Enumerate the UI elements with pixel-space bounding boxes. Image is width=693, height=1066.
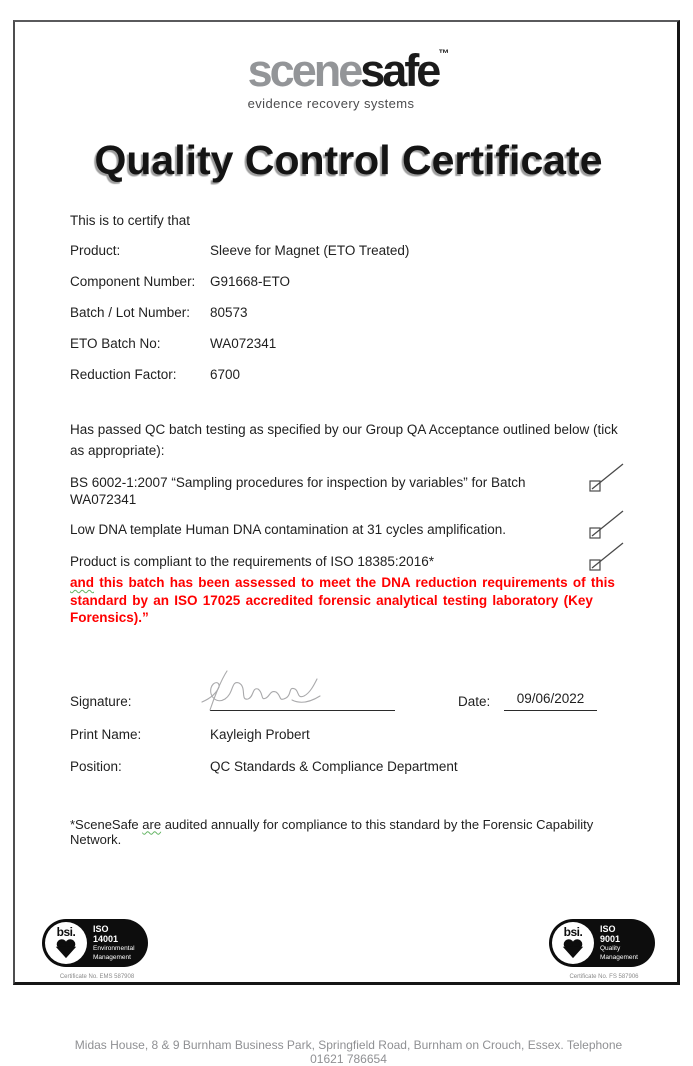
certificate-content — [15, 22, 677, 1066]
print-name-value: Kayleigh Probert — [210, 726, 310, 742]
date-label: Date: — [458, 693, 491, 709]
badge-line2: Management — [93, 953, 131, 961]
field-label: Product: — [70, 243, 121, 258]
footnote-underlined-word: are — [142, 816, 162, 832]
checked-checkbox-icon — [587, 462, 627, 493]
checklist-item-bs6002 — [70, 474, 627, 508]
bsi-kitemark-icon — [54, 938, 78, 959]
print-name-label: Print Name: — [70, 726, 142, 742]
field-row-product — [70, 242, 627, 259]
dna-reduction-note — [70, 574, 627, 627]
iso14001-badge-pill — [42, 919, 148, 967]
certificate-fields — [70, 242, 627, 383]
brand-logo-inner — [247, 45, 450, 111]
field-label: Batch / Lot Number: — [70, 305, 191, 320]
checked-checkbox-icon — [587, 541, 627, 572]
field-row-eto-batch-no — [70, 335, 627, 352]
badge-iso-number: 9001 — [600, 934, 621, 945]
iso9001-badge — [549, 919, 659, 980]
field-row-component-number — [70, 273, 627, 290]
position-label: Position: — [70, 758, 122, 774]
field-row-batch-lot-number — [70, 304, 627, 321]
field-value: WA072341 — [210, 336, 277, 351]
brand-tagline: evidence recovery systems — [247, 96, 415, 111]
bsi-logo-text: bsi. — [563, 925, 583, 939]
checklist-text: BS 6002-1:2007 “Sampling procedures for inspection by variables” for Batch WA072341 — [70, 475, 526, 507]
trademark-symbol: ™ — [438, 48, 450, 60]
red-note-body: this batch has been assessed to meet the DNA reduction requirements of this standard by an ISO 17025 accredited forensic analytical testing laboratory (Key Forensics).” — [70, 575, 615, 625]
badge-iso-number: 14001 — [93, 934, 119, 945]
field-row-reduction-factor — [70, 366, 627, 383]
page-title: Quality Control Certificate — [94, 137, 603, 183]
bsi-logo-text: bsi. — [56, 925, 76, 939]
checklist-item-iso18385 — [70, 553, 627, 572]
footnote-rest: audited annually for compliance to this standard by the Forensic Capability Network. — [70, 816, 594, 847]
checked-checkbox-icon — [587, 509, 627, 540]
field-label: Reduction Factor: — [70, 367, 177, 382]
field-label: Component Number: — [70, 274, 196, 289]
field-label: ETO Batch No: — [70, 336, 161, 351]
brand-scene: scene — [247, 45, 361, 96]
badge-iso-word: ISO — [600, 924, 616, 935]
footnote-lead: *SceneSafe — [70, 816, 143, 832]
checklist-text: Product is compliant to the requirements of ISO 18385:2016* — [70, 554, 434, 569]
badge-line1: Environmental — [93, 945, 135, 953]
certify-line: This is to certify that — [70, 213, 191, 228]
signature-section — [70, 671, 627, 775]
iso14001-badge — [42, 919, 152, 980]
brand-wordmark — [247, 45, 450, 96]
brand-safe: safe — [360, 45, 439, 96]
footnote-text — [70, 817, 627, 847]
print-name-row — [70, 726, 627, 743]
checklist-text: Low DNA template Human DNA contamination at 31 cycles amplification. — [70, 522, 506, 537]
field-value: 80573 — [210, 305, 248, 320]
iso9001-certificate-number: Certificate No. FS 587906 — [569, 973, 639, 980]
field-value: 6700 — [210, 367, 241, 382]
iso9001-badge-info — [600, 924, 638, 961]
position-row — [70, 758, 627, 775]
signature-row — [70, 671, 627, 711]
footer-address: Midas House, 8 & 9 Burnham Business Park, Springfield Road, Burnham on Crouch, Essex. Telephone 01621 786654 — [74, 1037, 623, 1066]
accreditation-badges — [42, 919, 659, 980]
brand-logo — [70, 45, 627, 113]
red-note-lead: and — [70, 575, 95, 590]
bsi-logo — [552, 922, 594, 964]
signature-label: Signature: — [70, 693, 132, 709]
signature-line — [210, 671, 395, 711]
certificate-page — [13, 20, 680, 1066]
iso9001-badge-pill — [549, 919, 655, 967]
badge-line1: Quality — [600, 945, 621, 953]
checklist-item-low-dna — [70, 521, 627, 540]
position-value: QC Standards & Compliance Department — [210, 758, 458, 774]
badge-iso-word: ISO — [93, 924, 109, 935]
bsi-logo — [45, 922, 87, 964]
iso14001-badge-info — [93, 924, 135, 961]
field-value: Sleeve for Magnet (ETO Treated) — [210, 243, 410, 258]
date-value: 09/06/2022 — [504, 691, 597, 711]
iso14001-certificate-number: Certificate No. EMS 587908 — [59, 973, 135, 980]
badge-line2: Management — [600, 953, 638, 961]
qa-intro-text: Has passed QC batch testing as specified by our Group QA Acceptance outlined below (tick as appropriate): — [70, 422, 618, 458]
field-value: G91668-ETO — [210, 274, 291, 289]
signature-image — [196, 668, 326, 716]
bsi-kitemark-icon — [561, 938, 585, 959]
